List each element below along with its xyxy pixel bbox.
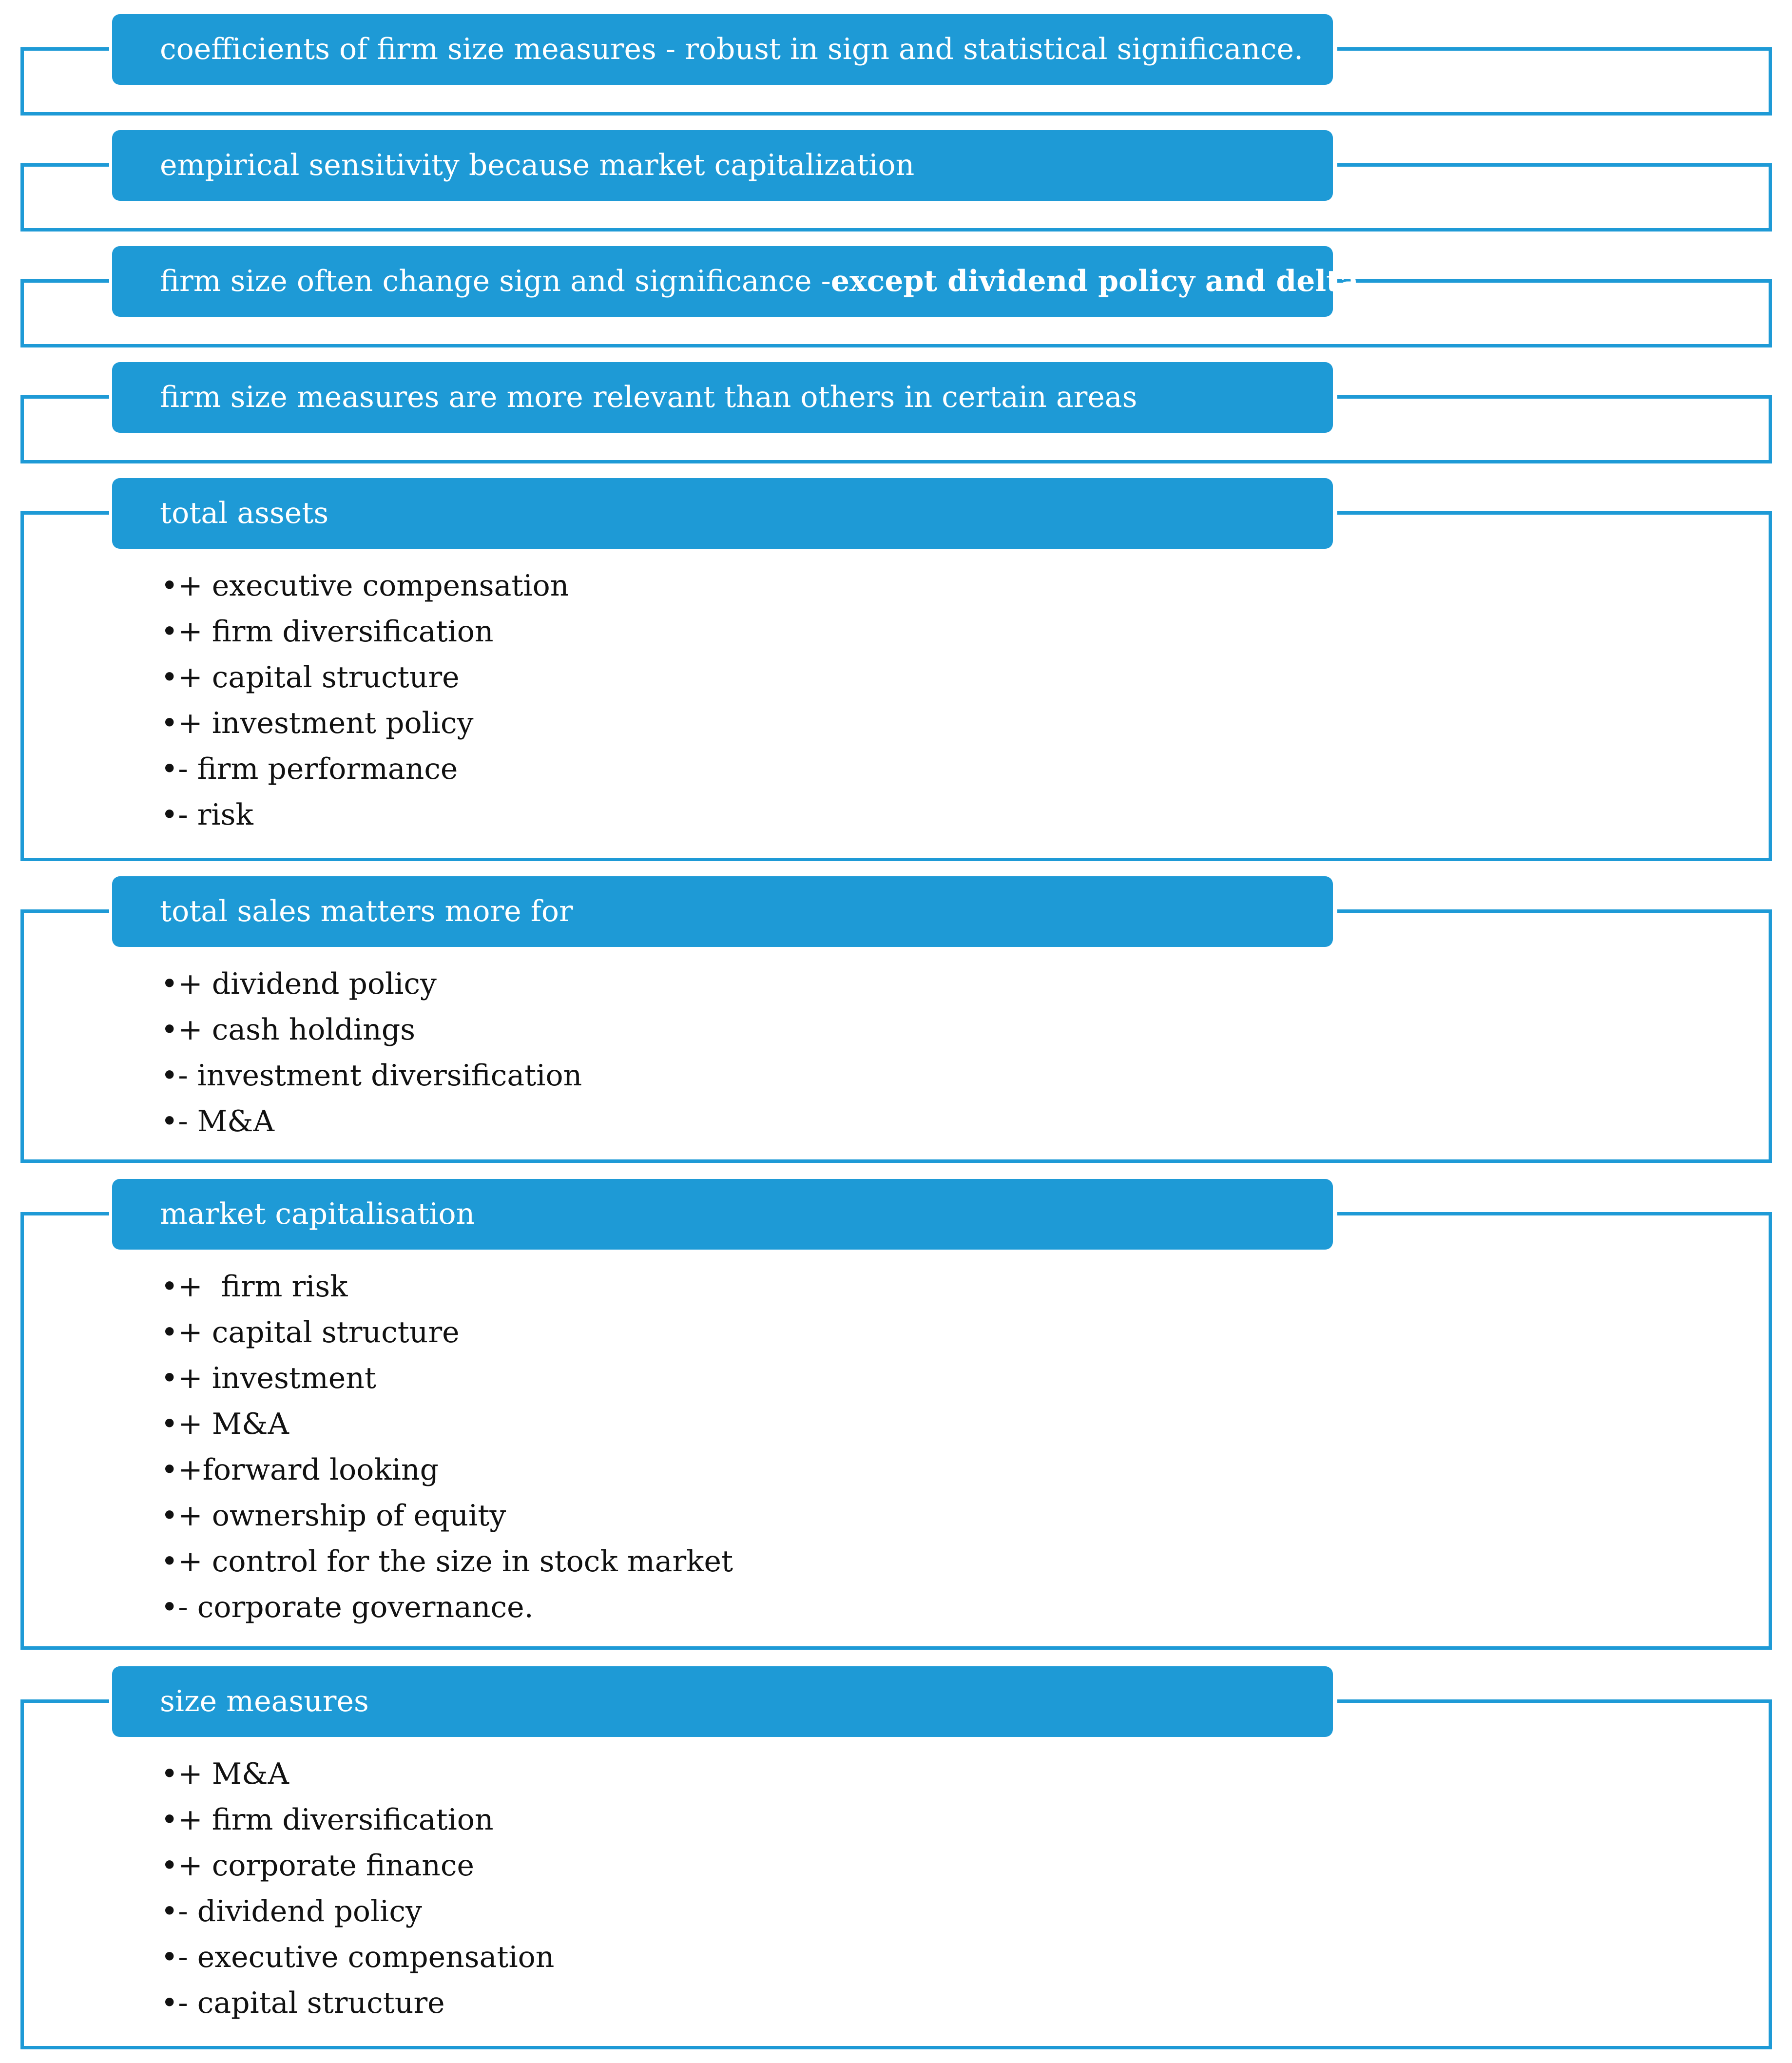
panel-header-8 (112, 1666, 1333, 1737)
panel-header-4 (112, 362, 1333, 433)
bullet-item: •+ M&A (161, 1407, 289, 1441)
bullet-list-total-assets (161, 563, 569, 838)
bullet-item: •- corporate governance. (161, 1590, 534, 1624)
bullet-item: •+forward looking (161, 1453, 439, 1487)
panel-header-text-4: firm size measures are more relevant than others in certain areas (160, 380, 1137, 414)
panel-header-text-2: empirical sensitivity because market capitalization (160, 148, 915, 182)
panel-header-6 (112, 876, 1333, 947)
bullet-item: •- investment diversification (161, 1059, 582, 1093)
bullet-item: •+ investment policy (161, 706, 474, 740)
panel-header-2 (112, 130, 1333, 201)
bullet-item: •+ capital structure (161, 660, 460, 694)
bullet-item: •+ firm diversification (161, 615, 494, 649)
bullet-item: •+ dividend policy (161, 967, 437, 1001)
panel-header-text-6: total sales matters more for (160, 894, 573, 928)
bullet-list-market-capitalisation (161, 1264, 733, 1630)
bullet-item: •+ control for the size in stock market (161, 1544, 733, 1579)
panel-header-text-5: total assets (160, 496, 329, 530)
bullet-item: •+ firm diversification (161, 1803, 494, 1837)
bullet-item: •+ corporate finance (161, 1849, 475, 1883)
bullet-item: •- dividend policy (161, 1894, 422, 1928)
bullet-item: •+ ownership of equity (161, 1499, 506, 1533)
bullet-item: •+ capital structure (161, 1315, 460, 1350)
panel-header-text-1: coefficients of firm size measures - robust in sign and statistical significance. (160, 32, 1304, 66)
panel-header-7 (112, 1179, 1333, 1250)
panel-header-text-8: size measures (160, 1684, 369, 1718)
bullet-item: •+ executive compensation (161, 569, 569, 603)
bullet-item: •+ investment (161, 1361, 377, 1395)
bullet-item: •+ cash holdings (161, 1013, 416, 1047)
panel-header-bold-3: except dividend policy and delta (830, 264, 1359, 298)
bullet-list-size-measures (161, 1751, 554, 2026)
bullet-item: •- executive compensation (161, 1940, 555, 1974)
panel-header-text-7: market capitalisation (160, 1197, 475, 1231)
bullet-item: •+ M&A (161, 1757, 289, 1791)
panel-header-1 (112, 14, 1333, 85)
bullet-item: •- M&A (161, 1104, 274, 1138)
bullet-item: •- capital structure (161, 1986, 445, 2020)
bullet-item: •- risk (161, 798, 253, 832)
panel-header-text-3: firm size often change sign and significance - (160, 264, 831, 298)
panel-header-3 (112, 246, 1359, 317)
bullet-item: •+ firm risk (161, 1270, 348, 1304)
panel-header-5 (112, 478, 1333, 549)
bullet-item: •- firm performance (161, 752, 458, 786)
bullet-list-total-sales (161, 961, 582, 1144)
